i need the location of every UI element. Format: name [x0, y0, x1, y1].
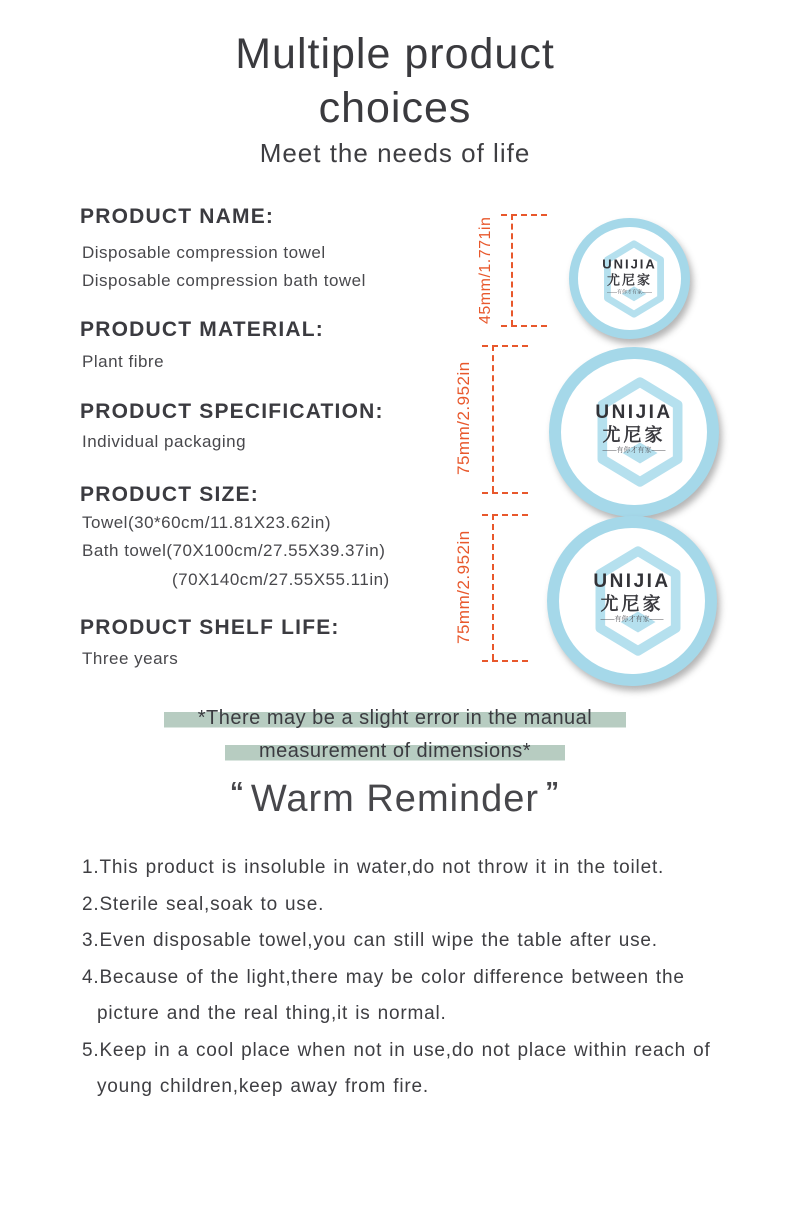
badge-tagline: ——有你才有家—— [600, 615, 664, 623]
badge-brand-name-cn: 尤尼家 [600, 594, 664, 615]
product-detail-line: Disposable compression towel [82, 243, 326, 262]
measurement-note [0, 702, 790, 768]
product-detail-line: Individual packaging [82, 432, 247, 451]
product-badge [569, 218, 690, 339]
dimension-line-top [482, 345, 528, 347]
product-detail-line: (70X140cm/27.55X55.11in) [172, 570, 390, 589]
opening-quote: “ [229, 776, 245, 807]
dimension-line-vertical [492, 345, 494, 492]
reminder-item: 1.This product is insoluble in water,do not throw it in the toilet. [82, 857, 665, 878]
dimension-line-bottom [482, 660, 528, 662]
reminder-list [82, 850, 714, 1106]
badge-brand-name: UNIJIA [593, 570, 671, 592]
warm-reminder-title: Warm Reminder [250, 778, 540, 820]
note-line: measurement of dimensions* [225, 735, 565, 768]
badge-brand-name: UNIJIA [602, 256, 657, 272]
reminder-item: 4.Because of the light,there may be color difference between the picture and the real thing,it is normal. [82, 966, 685, 1024]
badge-text-stack [595, 401, 672, 456]
product-detail-line: Disposable compression bath towel [82, 271, 366, 290]
product-badge [549, 347, 719, 517]
closing-quote: ” [545, 776, 561, 807]
badge-brand-name-cn: 尤尼家 [606, 272, 652, 288]
note-line: *There may be a slight error in the manual [164, 702, 627, 735]
badge-text-stack [593, 570, 670, 625]
product-section-heading: PRODUCT SHELF LIFE: [80, 616, 340, 639]
product-detail-line: Plant fibre [82, 352, 165, 371]
page-title-line-1: Multiple product [235, 30, 555, 78]
page-subtitle: Meet the needs of life [259, 138, 531, 168]
warm-reminder-heading [0, 778, 790, 821]
dimension-line-vertical [492, 514, 494, 660]
badge-text-stack [602, 256, 657, 295]
dimension-line-bottom [501, 325, 547, 327]
dimension-line-vertical [511, 214, 513, 326]
dimension-label: 75mm/2.952in [454, 530, 473, 644]
product-detail-line: Bath towel(70X100cm/27.55X39.37in) [82, 541, 386, 560]
dimension-label: 45mm/1.771in [477, 216, 494, 324]
badge-brand-name-cn: 尤尼家 [602, 425, 666, 446]
page-title-line-2: choices [318, 84, 472, 132]
product-detail-line: Three years [82, 649, 179, 668]
product-section-heading: PRODUCT SIZE: [80, 483, 259, 506]
product-section-heading: PRODUCT NAME: [80, 205, 275, 228]
product-section-heading: PRODUCT MATERIAL: [80, 318, 324, 341]
badge-tagline: ——有你才有家—— [606, 288, 652, 295]
reminder-item: 5.Keep in a cool place when not in use,do not place within reach of young children,keep away from fire. [82, 1039, 711, 1097]
dimension-line-top [501, 214, 547, 216]
product-section-heading: PRODUCT SPECIFICATION: [80, 400, 384, 423]
badge-tagline: ——有你才有家—— [602, 446, 666, 454]
product-badge [547, 516, 717, 686]
dimension-line-bottom [482, 492, 528, 494]
product-detail-line: Towel(30*60cm/11.81X23.62in) [82, 513, 331, 532]
reminder-item: 2.Sterile seal,soak to use. [82, 893, 325, 915]
badge-brand-name: UNIJIA [595, 401, 673, 423]
dimension-label: 75mm/2.952in [454, 361, 473, 476]
dimension-line-top [482, 514, 528, 516]
reminder-item: 3.Even disposable towel,you can still wipe the table after use. [82, 930, 658, 951]
